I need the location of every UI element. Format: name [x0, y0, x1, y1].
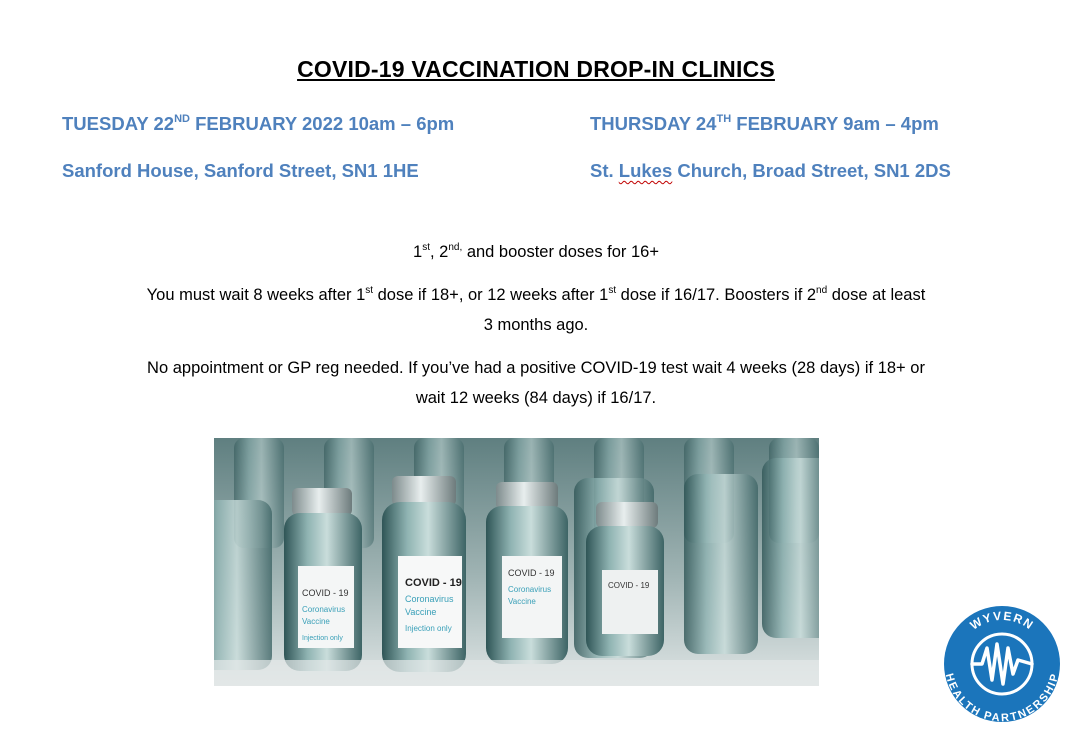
spellcheck-flagged-word: Lukes [618, 160, 673, 181]
appointment-paragraph [0, 353, 1072, 413]
vial-label-line3: Injection only [405, 624, 452, 633]
vial-label-title: COVID - 19 [405, 577, 462, 589]
wait-paragraph [0, 280, 1072, 340]
clinic2-date: THURSDAY 24TH FEBRUARY 9am – 4pm [590, 113, 939, 134]
svg-text:COVID - 19: COVID - 19 [302, 588, 349, 598]
svg-text:Coronavirus: Coronavirus [508, 585, 552, 594]
appointment-line-1: No appointment or GP reg needed. If you’ve had a positive COVID-19 test wait 4 weeks (28 days) if 18+ or [147, 359, 925, 377]
wait-line-1: You must wait 8 weeks after 1st dose if 18+, or 12 weeks after 1st dose if 16/17. Boosters if 2nd dose at least [146, 285, 926, 304]
svg-text:Vaccine: Vaccine [508, 597, 536, 606]
svg-text:COVID - 19: COVID - 19 [608, 581, 650, 590]
wyvern-health-partnership-logo [942, 604, 1062, 724]
logo-top-text: WYVERN [967, 608, 1037, 633]
clinic1-address: Sanford House, Sanford Street, SN1 1HE [62, 160, 419, 181]
vial-label-line2: Vaccine [405, 607, 437, 617]
svg-text:Vaccine: Vaccine [302, 617, 330, 626]
clinic1-date: TUESDAY 22ND FEBRUARY 2022 10am – 6pm [62, 113, 455, 134]
wait-line-2: 3 months ago. [483, 316, 589, 334]
doses-line: 1st, $2^{nd,}$ and booster doses for 16+ [413, 242, 659, 261]
vaccine-vials-photo [214, 438, 819, 686]
svg-text:Coronavirus: Coronavirus [302, 605, 346, 614]
vial-label-line1: Coronavirus [405, 594, 454, 604]
clinic2-address: St. Lukes Church, Broad Street, SN1 2DS [590, 160, 951, 181]
logo-bottom-text: HEALTH PARTNERSHIP [942, 672, 1062, 724]
logo-emblem-icon [942, 604, 1062, 724]
page-title: COVID-19 VACCINATION DROP-IN CLINICS [297, 56, 775, 82]
appointment-line-2: wait 12 weeks (84 days) if 16/17. [415, 389, 657, 407]
svg-text:Injection only: Injection only [302, 635, 343, 642]
svg-text:COVID - 19: COVID - 19 [508, 568, 555, 578]
vaccine-vials-illustration [214, 438, 819, 686]
